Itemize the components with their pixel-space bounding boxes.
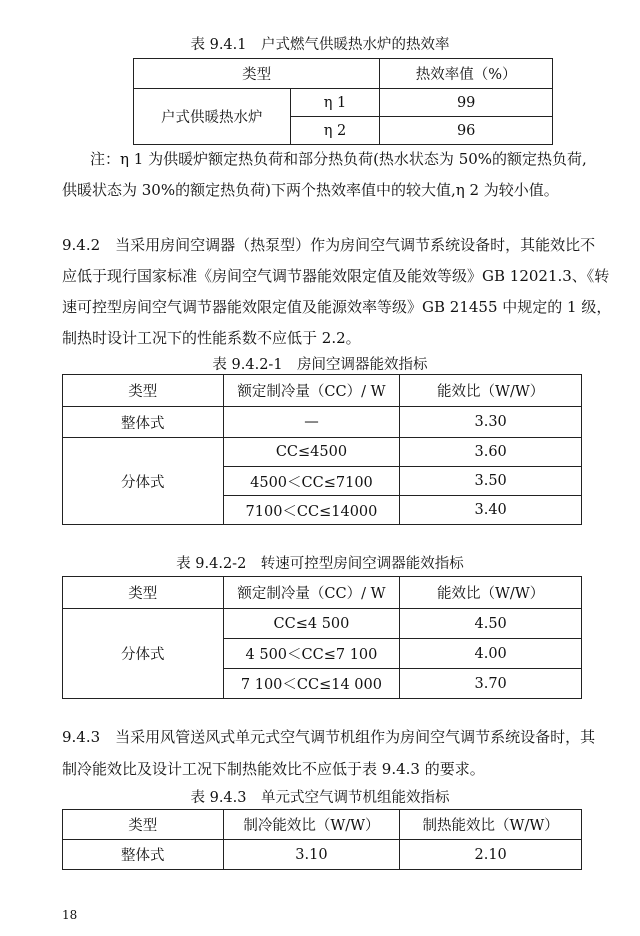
heating-eer-cell: 2.10 <box>400 840 582 870</box>
table-9-4-3-caption: 表 9.4.3 单元式空气调节机组能效指标 <box>190 790 450 806</box>
eer-cell: 3.50 <box>400 467 582 496</box>
cc-cell: — <box>223 407 400 438</box>
cc-cell: 4 500＜CC≤7 100 <box>223 639 400 669</box>
type-cell: 分体式 <box>63 609 224 699</box>
eer-cell: 3.40 <box>400 496 582 525</box>
cc-cell: 7 100＜CC≤14 000 <box>223 669 400 699</box>
table-9-4-2-1-caption: 表 9.4.2-1 房间空调器能效指标 <box>212 357 428 373</box>
type-cell: 分体式 <box>63 438 224 525</box>
cc-cell: 7100＜CC≤14000 <box>223 496 400 525</box>
page-number: 18 <box>62 908 78 922</box>
table-9-4-2-2 <box>62 576 582 699</box>
header-cooling-capacity: 额定制冷量（CC）/ W <box>223 577 400 609</box>
section-942-line-1: 9.4.2 当采用房间空调器（热泵型）作为房间空气调节系统设备时，其能效比不 <box>62 236 596 254</box>
table-9-4-2-2-caption: 表 9.4.2-2 转速可控型房间空调器能效指标 <box>176 556 464 572</box>
section-942-line-2: 应低于现行国家标准《房间空气调节器能效限定值及能效等级》GB 12021.3、《转 <box>62 267 610 285</box>
cc-cell: CC≤4 500 <box>223 609 400 639</box>
header-cooling-eer: 制冷能效比（W/W） <box>223 810 400 840</box>
eer-cell: 4.50 <box>400 609 582 639</box>
eer-cell: 3.70 <box>400 669 582 699</box>
type-cell: 户式供暖热水炉 <box>134 89 291 145</box>
eer-cell: 4.00 <box>400 639 582 669</box>
header-type: 类型 <box>134 59 380 89</box>
eta2-label: η 2 <box>290 117 380 145</box>
header-type: 类型 <box>63 577 224 609</box>
table-9-4-1-caption: 表 9.4.1 户式燃气供暖热水炉的热效率 <box>190 37 450 53</box>
header-eer: 能效比（W/W） <box>400 375 582 407</box>
eer-cell: 3.30 <box>400 407 582 438</box>
eta1-label: η 1 <box>290 89 380 117</box>
eer-cell: 3.60 <box>400 438 582 467</box>
header-type: 类型 <box>63 375 224 407</box>
section-943-line-1: 9.4.3 当采用风管送风式单元式空气调节机组作为房间空气调节系统设备时，其 <box>62 728 596 746</box>
note-line-2: 供暖状态为 30%的额定热负荷)下两个热效率值中的较大值,η 2 为较小值。 <box>62 181 559 199</box>
header-type: 类型 <box>63 810 224 840</box>
cc-cell: 4500＜CC≤7100 <box>223 467 400 496</box>
note-line-1: 注：η 1 为供暖炉额定热负荷和部分热负荷(热水状态为 50%的额定热负荷, <box>90 150 587 168</box>
table-9-4-2-1 <box>62 374 582 525</box>
cc-cell: CC≤4500 <box>223 438 400 467</box>
table-9-4-3 <box>62 809 582 870</box>
header-heating-eer: 制热能效比（W/W） <box>400 810 582 840</box>
header-eer: 能效比（W/W） <box>400 577 582 609</box>
type-cell: 整体式 <box>63 840 224 870</box>
header-cooling-capacity: 额定制冷量（CC）/ W <box>223 375 400 407</box>
eta2-value: 96 <box>380 117 553 145</box>
type-cell: 整体式 <box>63 407 224 438</box>
header-efficiency: 热效率值（%） <box>380 59 553 89</box>
cooling-eer-cell: 3.10 <box>223 840 400 870</box>
section-943-line-2: 制冷能效比及设计工况下制热能效比不应低于表 9.4.3 的要求。 <box>62 760 485 778</box>
section-942-line-4: 制热时设计工况下的性能系数不应低于 2.2。 <box>62 329 361 347</box>
section-942-line-3: 速可控型房间空气调节器能效限定值及能源效率等级》GB 21455 中规定的 1 级， <box>62 298 612 316</box>
eta1-value: 99 <box>380 89 553 117</box>
table-9-4-1 <box>133 58 553 145</box>
